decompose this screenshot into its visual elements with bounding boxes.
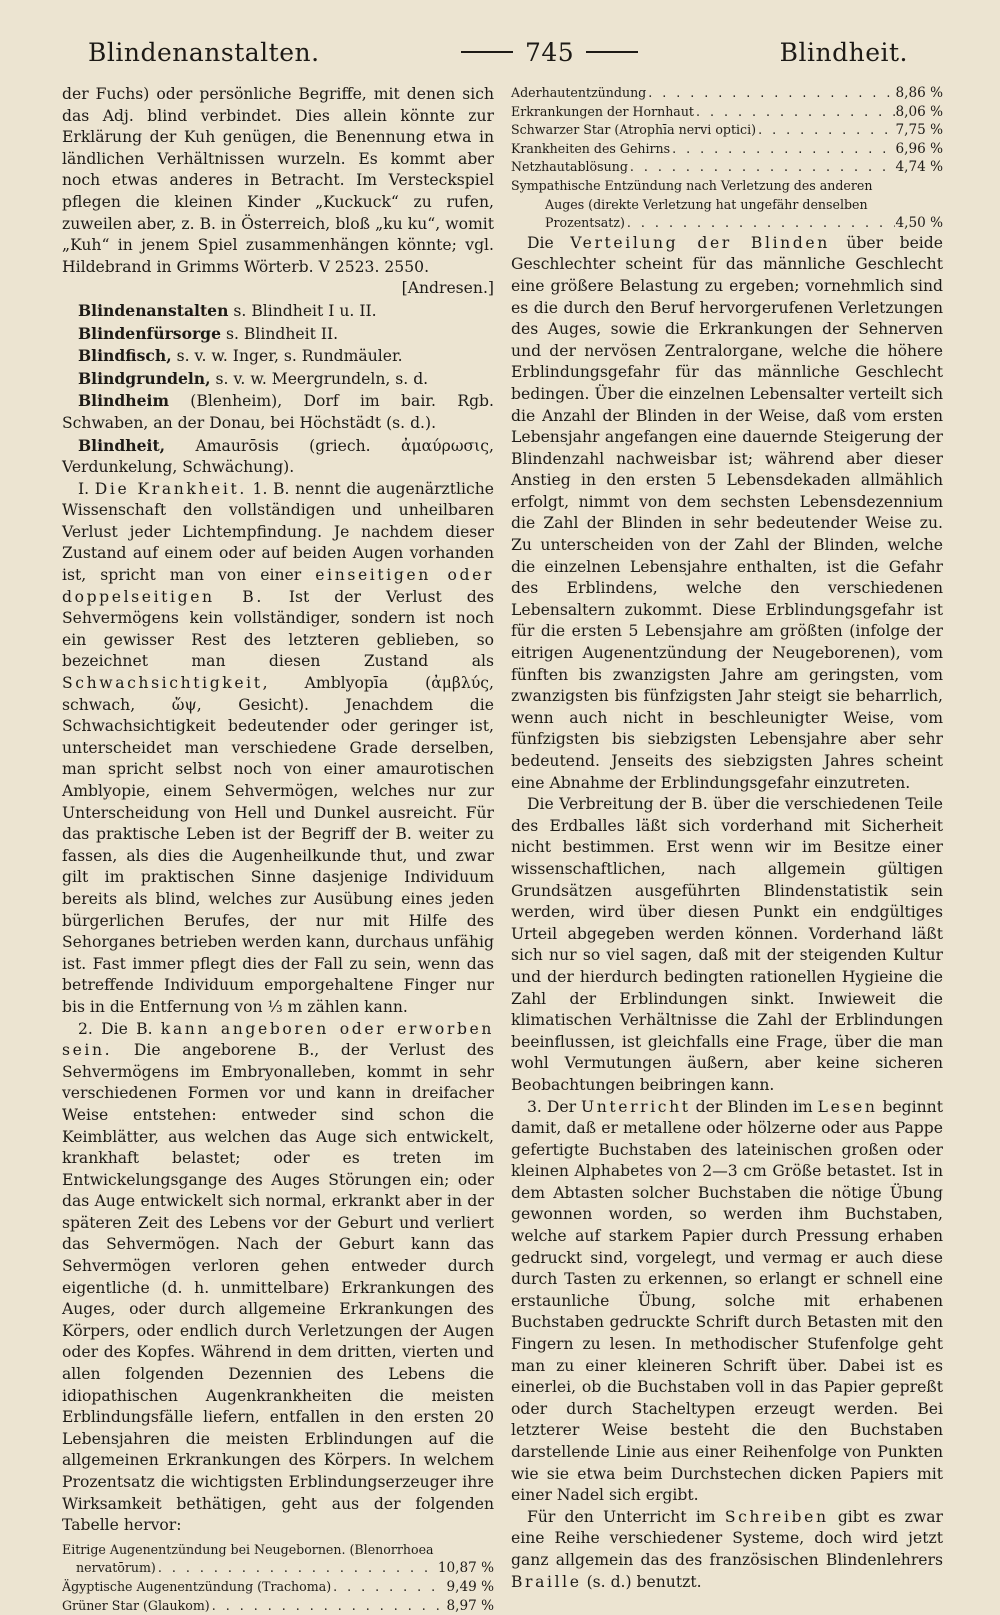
entry-text: s. v. w. Meergrundeln, s. d. <box>210 369 429 388</box>
paragraph-krankheit <box>62 479 494 1019</box>
entry-blindheit <box>62 435 494 479</box>
table-row <box>511 140 943 159</box>
entry-blindenfuersorge <box>62 323 494 346</box>
text-run: beginnt damit, daß er metallene oder hölzerne oder aus Pappe gefertigte Buchstaben des lateinischen großen oder kleinen Alphabetes von 2—3 cm Größe betastet. Ist in dem Abtasten solcher Buchstaben die nötige Übung gewonnen worden, so werden ihm Buchstaben, welche auf starkem Papier durch Pressung erhaben gedruckt sind, vorgelegt, und vermag er auch diese durch Tasten zu erkennen, so erlangt er schnell eine erstaunliche Übung, solche mit erhabenen Buchstaben gedruckte Schrift durch Betasten mit den Fingern zu lesen. In methodischer Stufenfolge geht man zu einer kleineren Schrift über. Dabei ist es einerlei, ob die Buchstaben voll in das Papier gepreßt oder durch Stacheltypen erzeugt werden. Bei letzterer Weise besteht die den Buchstaben darstellende Linie aus einer Reihenfolge von Punkten wie sie etwa beim Durchstechen dicken Papiers mit einer Nadel sich ergibt. <box>511 1097 943 1505</box>
text-run: I. <box>78 479 95 498</box>
header-rule-right <box>586 51 638 53</box>
author-signature: [Andresen.] <box>401 279 494 298</box>
paragraph-unterricht <box>511 1097 943 1507</box>
page-number-block <box>449 38 650 67</box>
table-row <box>62 1578 494 1597</box>
statistics-table-left <box>62 1541 494 1615</box>
table-label: Auges (direkte Verletzung hat ungefähr denselben <box>545 196 868 212</box>
spaced-term: Verteilung der Blinden <box>570 233 830 252</box>
paragraph-angeboren <box>62 1019 494 1537</box>
table-value: 7,75 % <box>895 122 943 139</box>
table-label: Aderhautentzündung <box>511 85 647 100</box>
leader-dots <box>156 1559 438 1578</box>
table-row <box>511 196 943 215</box>
table-label: Krankheiten des Gehirns <box>511 140 671 156</box>
running-header <box>88 32 908 72</box>
text-run: über beide Geschlechter scheint für das männliche Geschlecht eine größere Belastung zu ergeben; vornehmlich sind es die durch den Beruf hervorgerufenen Verletzungen des Auges, sowie die Erkrankungen der Sehnerven und der nervösen Zentralorgane, welche die höhere Erblindungsgefahr für das männliche Geschlecht bedingen. Über die einzelnen Lebensalter verteilt sich die Anzahl der Blinden in der Weise, daß vom ersten Lebensjahr angefangen eine dauernde Steigerung der Blindenzahl nachweisbar ist; während aber dieser Anstieg in den ersten 5 Lebensdekaden allmählich erfolgt, nimmt von dem sechsten Lebensdezennium die Zahl der Blinden in sehr bedeutender Weise zu. Zu unterscheiden von der Zahl der Blinden, welche die einzelnen Lebensjahre enthalten, ist die Gefahr des Erblindens, welche den verschiedenen Lebensaltern zukommt. Diese Erblindungsgefahr ist für die ersten 5 Lebensjahre am größten (infolge der eitrigen Augenentzündung der Neugeborenen), vom fünften bis zwanzigsten Jahre am geringsten, vom zwanzigsten bis fünfzigsten Jahr steigt sie beharrlich, wenn auch nicht in beschleunigter Weise, vom fünfzigsten bis siebzigsten Lebensjahre aber sehr bedeutend. Jenseits des siebzigsten Jahres scheint eine Abnahme der Erblindungsgefahr einzutreten. <box>511 233 943 792</box>
leader-dots <box>331 1578 446 1597</box>
table-label: Schwarzer Star (Atrophīa nervi optici) <box>511 122 757 138</box>
table-row <box>511 177 943 196</box>
spaced-term: einseitigen oder doppelseitigen B. <box>62 566 494 606</box>
table-label: Sympathische Entzündung nach Verletzung des anderen <box>511 177 873 193</box>
table-row <box>511 121 943 140</box>
spaced-term: kann angeboren oder erworben sein. <box>62 1019 494 1060</box>
table-label: Ägyptische Augenentzündung (Trachoma) <box>62 1578 332 1594</box>
table-row <box>62 1597 494 1615</box>
table-row <box>511 84 943 103</box>
spaced-term: Braille <box>511 1572 582 1591</box>
text-run: 1. B. nennt die augenärztliche Wissenschaft den vollständigen und unheilbaren Verlust jeder Lichtempfindung. Je nachdem dieser Zustand auf einem oder auf beiden Augen vorhanden ist, spricht man von einer <box>62 479 495 585</box>
table-value: 10,87 % <box>437 1560 494 1577</box>
entry-headword: Blindenanstalten <box>78 300 229 320</box>
paragraph-verteilung <box>511 233 943 794</box>
entry-blindfisch <box>62 345 494 368</box>
table-value: 4,74 % <box>895 159 943 176</box>
text-run: (s. d.) benutzt. <box>581 1572 702 1591</box>
header-rule-left <box>461 51 513 53</box>
table-row <box>511 103 943 122</box>
entry-blindheim <box>62 390 494 434</box>
text-run: , Amblyopīa (ἀμβλύς, schwach, ὤψ, Gesicht). Jenachdem die Schwachsichtigkeit bedeutender oder geringer ist, unterscheidet man verschiedene Grade derselben, man spricht selbst noch von einer amaurotischen Amblyopie, einem Sehvermögen, welches nur zur Unterscheidung von Hell und Dunkel ausreicht. Für das praktische Leben ist der Begriff der B. weiter zu fassen, als dies die Augenheilkunde thut, und zwar gilt im praktischen Sinne dasjenige Individuum bereits als blind, welches zur Ausübung eines jeden bürgerlichen Berufes, der nur mit Hilfe des Sehorganes betrieben werden kann, durchaus unfähig ist. Fast immer pflegt dies der Fall zu sein, wenn das betreffende Individuum emporgehaltene Finger nur bis in die Entfernung von ⅓ m zählen kann. <box>62 674 494 1016</box>
table-label: Erkrankungen der Hornhaut <box>511 103 694 119</box>
table-value: 8,06 % <box>895 103 943 120</box>
table-value: 8,86 % <box>895 85 943 101</box>
entry-blindgrundeln <box>62 368 494 391</box>
text-run: 2. Die B. <box>78 1019 161 1038</box>
entry-headword: Blindenfürsorge <box>78 323 222 343</box>
table-label: Grüner Star (Glaukom) <box>62 1597 210 1613</box>
text-run: 3. Der <box>527 1097 581 1116</box>
leader-dots <box>628 158 896 177</box>
entry-text: Amaurōsis (griech. ἀμαύρωσις, Verdunkelung, Schwächung). <box>62 436 494 477</box>
spaced-heading: Die Krankheit. <box>94 479 247 498</box>
table-value: 4,50 % <box>895 215 943 232</box>
text-run: der Blinden im <box>690 1097 818 1116</box>
entry-blindenanstalten <box>62 300 494 323</box>
leader-dots <box>670 140 895 159</box>
text-run: Die <box>527 233 571 252</box>
table-label: Eitrige Augenentzündung bei Neugebornen. (Blenorrhoea <box>62 1541 434 1557</box>
right-column <box>511 84 943 1593</box>
spaced-term: Unterricht <box>581 1097 691 1116</box>
paragraph-kuh: der Fuchs) oder persönliche Begriffe, mit denen sich das Adj. blind verbindet. Dies allein könnte zur Erklärung der Kuh genügen, die Benennung etwa in ländlichen Verhältnissen wurzeln. Es kommt aber noch etwas anderes in Betracht. Im Versteckspiel pflegen die kleinen Kinder „Kuckuck“ zu rufen, zuweilen aber, z. B. in Österreich, bloß „ku ku“, womit „Kuh“ in jenem Spiel zusammenhängen könnte; vgl. Hildebrand in Grimms Wörterb. V 2523. 2550. <box>62 85 494 276</box>
text-run: Ist der Verlust des Sehvermögens kein vollständiger, sondern ist noch ein gewisser Rest des letzteren geblieben, so bezeichnet man diesen Zustand als <box>62 587 494 671</box>
leader-dots <box>756 121 895 140</box>
leader-dots <box>625 214 896 233</box>
entry-text: s. Blindheit II. <box>221 324 339 343</box>
paragraph-verbreitung: Die Verbreitung der B. über die verschiedenen Teile des Erdballes läßt sich vorderhand mit Sicherheit nicht bestimmen. Erst wenn wir im Besitze einer wissenschaftlichen, nach allgemein gültigen Grundsätzen ausgeführten Blindenstatistik sein werden, wird über diesen Punkt ein endgültiges Urteil abgegeben werden können. Vorderhand läßt sich nur so viel sagen, daß mit der steigenden Kultur und der hierdurch bedingten rationellen Hygieine die Zahl der Erblindungen sinkt. Inwieweit die klimatischen Verhältnisse die Zahl der Erblindungen beeinflussen, ist gleichfalls eine Frage, über die man wohl Vermutungen äußern, aber keine sicheren Beobachtungen beibringen kann. <box>511 795 943 1094</box>
left-column <box>62 84 494 1615</box>
statistics-table-right <box>511 84 943 233</box>
entry-headword: Blindfisch, <box>78 346 172 366</box>
header-right-title: Blindheit. <box>779 37 908 67</box>
text-run: gibt es zwar eine Reihe verschiedener Systeme, doch wird jetzt ganz allgemein das des französischen Blindenlehrers <box>511 1507 943 1569</box>
header-left-title: Blindenanstalten. <box>88 37 320 67</box>
entry-text: s. v. w. Inger, s. Rundmäuler. <box>171 347 403 366</box>
leader-dots <box>694 103 895 122</box>
table-label: Prozentsatz) <box>545 215 625 231</box>
entry-headword: Blindgrundeln, <box>78 368 211 388</box>
table-label: nervatōrum) <box>76 1560 156 1576</box>
table-row <box>511 158 943 177</box>
entry-text: (Blenheim), Dorf im bair. Rgb. Schwaben, an der Donau, bei Höchstädt (s. d.). <box>62 392 494 432</box>
text-run: Für den Unterricht im <box>527 1507 725 1526</box>
page-number: 745 <box>524 37 575 67</box>
paragraph-schreiben <box>511 1507 943 1593</box>
table-label: Netzhautablösung <box>511 159 628 175</box>
spaced-term: Schreiben <box>724 1507 829 1526</box>
table-value: 8,97 % <box>446 1597 494 1614</box>
entry-headword: Blindheim <box>78 391 169 411</box>
leader-dots <box>210 1597 447 1615</box>
table-row <box>62 1541 494 1560</box>
table-value: 9,49 % <box>446 1578 494 1595</box>
spaced-term: Schwachsichtigkeit <box>62 674 263 693</box>
leader-dots <box>646 84 895 103</box>
table-row <box>62 1559 494 1578</box>
table-row <box>511 214 943 233</box>
entry-text: s. Blindheit I u. II. <box>228 301 377 320</box>
entry-headword: Blindheit, <box>78 435 166 455</box>
spaced-term: Lesen <box>817 1097 878 1116</box>
table-value: 6,96 % <box>895 140 943 157</box>
text-run: Die angeborene B., der Verlust des Sehvermögens im Embryonalleben, kommt in sehr verschiedenen Formen vor und kann in dreifacher Weise entstehen: entweder sind schon die Keimblätter, aus welchen das Auge sich entwickelt, krankhaft belastet; oder es treten im Entwickelungsgange des Auges Störungen ein; oder das Auge entwickelt sich normal, erkrankt aber in der späteren Zeit des Lebens vor der Geburt und verliert das Sehvermögen. Nach der Geburt kann das Sehvermögen verloren gehen entweder durch eigentliche (d. h. unmittelbare) Erkrankungen des Auges, oder durch allgemeine Erkrankungen des Körpers, oder endlich durch Verletzungen der Augen oder des Kopfes. Während in dem dritten, vierten und allen folgenden Dezennien des Lebens die idiopathischen Augenkrankheiten die meisten Erblindungsfälle liefern, entfallen in den ersten 20 Lebensjahren die meisten Erblindungen auf die allgemeinen Erkrankungen des Körpers. In welchem Prozentsatz die wichtigsten Erblindungserzeuger ihre Wirksamkeit bethätigen, geht aus der folgenden Tabelle hervor: <box>62 1041 494 1535</box>
